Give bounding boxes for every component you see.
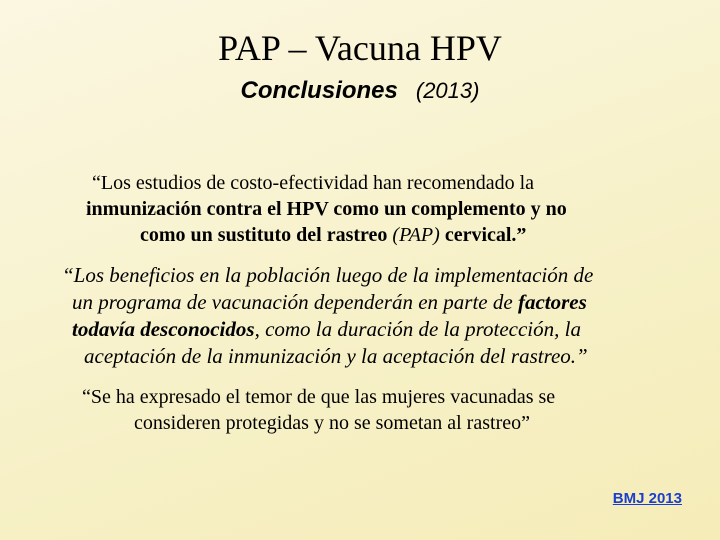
quote1-line3-end: cervical.”: [439, 224, 527, 246]
quote2-line2: [72, 289, 587, 316]
subtitle-year: (2013): [415, 78, 480, 103]
quote1-pap: (PAP): [392, 224, 440, 246]
quote2-line3-text: , como la duración de la protección, la: [254, 317, 581, 341]
quote2-factores: factores: [517, 290, 587, 314]
quote1-line1: “Los estudios de costo-efectividad han recomendado la: [92, 172, 535, 194]
quote3-line2: consideren protegidas y no se sometan al rastreo”: [134, 412, 530, 434]
quote3-line1: “Se ha expresado el temor de que las mujeres vacunadas se: [82, 386, 556, 408]
quote1-line3: [140, 222, 526, 248]
subtitle-text: Conclusiones: [240, 77, 398, 104]
quote1-line2: inmunización contra el HPV como un complemento y no: [86, 198, 567, 220]
quote2-line1: “Los beneficios en la población luego de la implementación de: [62, 263, 594, 287]
quote2-line2-text: un programa de vacunación dependerán en parte de: [72, 290, 518, 314]
quote1-line3-start: como un sustituto del rastreo: [140, 224, 393, 246]
source-link[interactable]: BMJ 2013: [612, 490, 682, 507]
quote2-line4: aceptación de la inmunización y la aceptación del rastreo.”: [84, 344, 588, 368]
slide-title: PAP – Vacuna HPV: [218, 28, 502, 68]
quote2-line3: [72, 316, 581, 343]
slide-subtitle: [0, 76, 720, 106]
quote2-unknown: todavía desconocidos: [72, 317, 255, 341]
